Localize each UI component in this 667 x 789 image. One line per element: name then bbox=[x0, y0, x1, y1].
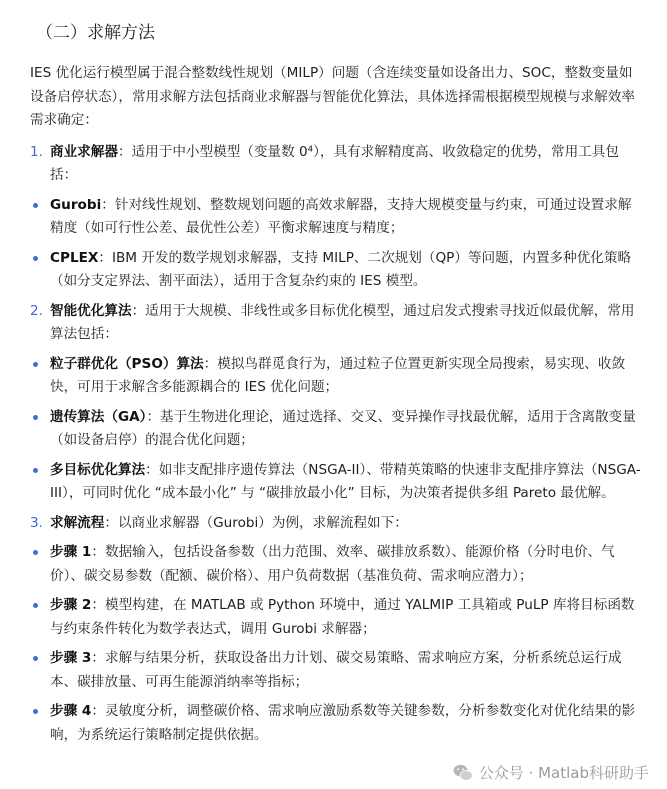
document bbox=[30, 0, 642, 761]
item-title: 多目标优化算法 bbox=[50, 461, 146, 478]
item-title: 步骤 2 bbox=[50, 597, 92, 613]
numbered-item bbox=[30, 512, 642, 536]
item-text: ：适用于大规模、非线性或多目标优化模型，通过启发式搜索寻找近似最优解，常用算法包括： bbox=[50, 302, 635, 342]
item-text: ：求解与结果分析，获取设备出力计划、碳交易策略、需求响应方案，分析系统总运行成本、碳排放量、可再生能源消纳率等指标； bbox=[50, 650, 622, 690]
bullet-item bbox=[30, 194, 642, 241]
item-text: ：IBM 开发的数学规划求解器，支持 MILP、二次规划（QP）等问题，内置多种优化策略（如分支定界法、割平面法），适用于含复杂约束的 IES 模型。 bbox=[50, 249, 632, 289]
section-heading: （二）求解方法 bbox=[36, 23, 155, 43]
bullet-dot-icon bbox=[33, 656, 38, 661]
wechat-icon bbox=[453, 764, 473, 782]
bullet-dot-icon bbox=[33, 709, 38, 714]
bullet-dot-icon bbox=[33, 203, 38, 208]
bullet-dot-icon bbox=[33, 415, 38, 420]
bullet-dot-icon bbox=[33, 362, 38, 367]
numbered-item bbox=[30, 141, 642, 188]
item-text: ：如非支配排序遗传算法（NSGA-II）、带精英策略的快速非支配排序算法（NSGA-III），可同时优化 “成本最小化” 与 “碳排放最小化” 目标，为决策者提供多组 Pareto 最优解。 bbox=[50, 461, 641, 501]
bullet-item bbox=[30, 353, 642, 400]
bullet-item bbox=[30, 541, 642, 588]
item-number: 2. bbox=[30, 302, 43, 319]
item-title: 步骤 4 bbox=[50, 703, 92, 719]
bullet-item bbox=[30, 406, 642, 453]
item-title: Gurobi bbox=[50, 196, 102, 213]
numbered-item bbox=[30, 300, 642, 347]
intro-paragraph: IES 优化运行模型属于混合整数线性规划（MILP）问题（含连续变量如设备出力、SOC，整数变量如设备启停状态），常用求解方法包括商业求解器与智能优化算法，具体选择需根据模型规模与求解效率需求确定： bbox=[30, 65, 635, 128]
item-title: 粒子群优化（PSO）算法 bbox=[50, 355, 204, 372]
bullet-item bbox=[30, 459, 642, 506]
item-text: ：针对线性规划、整数规划问题的高效求解器，支持大规模变量与约束，可通过设置求解精度（如可行性公差、最优性公差）平衡求解速度与精度； bbox=[50, 196, 632, 236]
bullet-dot-icon bbox=[33, 256, 38, 261]
item-title: 商业求解器 bbox=[50, 143, 118, 160]
item-text: ：以商业求解器（Gurobi）为例，求解流程如下： bbox=[104, 514, 408, 531]
item-title: 步骤 3 bbox=[50, 650, 92, 666]
item-text: ：模拟鸟群觅食行为，通过粒子位置更新实现全局搜索，易实现、收敛快，可用于求解含多能源耦合的 IES 优化问题； bbox=[50, 355, 626, 395]
item-number: 1. bbox=[30, 143, 43, 160]
item-title: 求解流程 bbox=[50, 514, 105, 531]
item-text: ：数据输入，包括设备参数（出力范围、效率、碳排放系数）、能源价格（分时电价、气价）、碳交易参数（配额、碳价格）、用户负荷数据（基准负荷、需求响应潜力）； bbox=[50, 544, 615, 584]
bullet-item bbox=[30, 247, 642, 294]
item-title: 智能优化算法 bbox=[50, 302, 132, 319]
item-title: CPLEX bbox=[50, 249, 99, 266]
bullet-item bbox=[30, 594, 642, 641]
item-text: ：基于生物进化理论，通过选择、交叉、变异操作寻找最优解，适用于含离散变量（如设备启停）的混合优化问题； bbox=[50, 408, 636, 448]
bullet-dot-icon bbox=[33, 550, 38, 555]
bullet-dot-icon bbox=[33, 603, 38, 608]
bullet-item bbox=[30, 647, 642, 694]
method-list bbox=[30, 141, 642, 748]
item-title: 遗传算法（GA） bbox=[50, 408, 147, 425]
watermark-text: 公众号 · Matlab科研助手 bbox=[478, 764, 649, 782]
item-text: ：适用于中小型模型（变量数 0⁴），具有求解精度高、收敛稳定的优势，常用工具包括： bbox=[50, 143, 619, 183]
item-title: 步骤 1 bbox=[50, 544, 92, 560]
bullet-dot-icon bbox=[33, 468, 38, 473]
item-text: ：灵敏度分析，调整碳价格、需求响应激励系数等关键参数，分析参数变化对优化结果的影响，为系统运行策略制定提供依据。 bbox=[50, 703, 636, 743]
item-text: ：模型构建，在 MATLAB 或 Python 环境中，通过 YALMIP 工具箱或 PuLP 库将目标函数与约束条件转化为数学表达式，调用 Gurobi 求解器； bbox=[50, 597, 635, 637]
item-number: 3. bbox=[30, 514, 43, 531]
watermark bbox=[0, 763, 649, 783]
bullet-item bbox=[30, 700, 642, 747]
